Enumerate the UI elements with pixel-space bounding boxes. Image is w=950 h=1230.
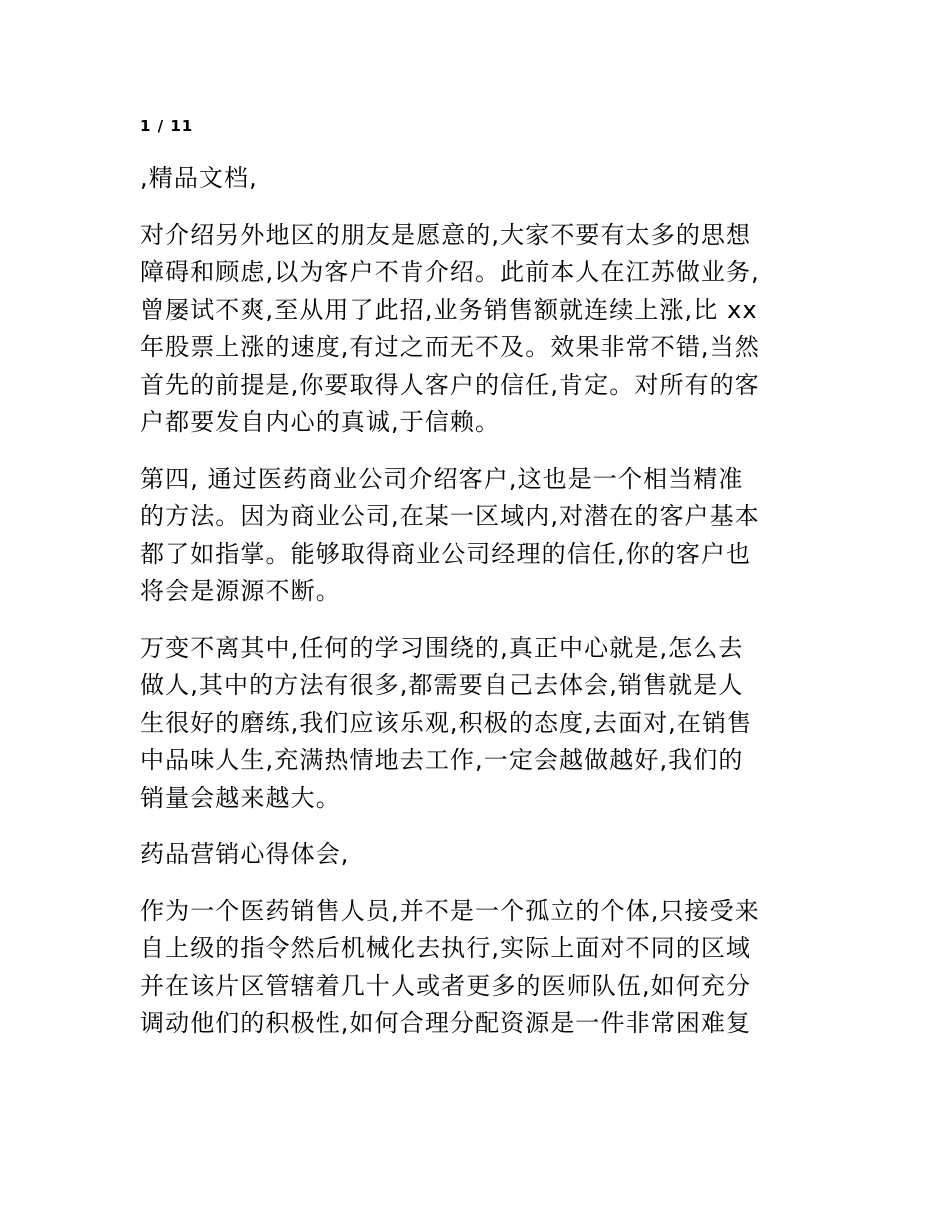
paragraph-heading [140,836,812,874]
text-line: 销量会越来越大。 [140,783,341,812]
text-line: 年股票上涨的速度,有过之而无不及。效果非常不错,当然 [140,333,760,361]
text-line: 并在该片区管辖着几十人或者更多的医师队伍,如何充分 [140,971,752,1000]
text-line: 作为一个医药销售人员,并不是一个孤立的个体,只接受来 [140,896,760,925]
page-number: 1 / 11 [140,117,194,135]
text-line: 的方法。因为商业公司,在某一区域内,对潜在的客户基本 [140,502,760,530]
text-line: 首先的前提是,你要取得人客户的信任,肯定。对所有的客 [140,370,760,399]
paragraph [140,893,812,1043]
text-line: 调动他们的积极性,如何合理分配资源是一件非常困难复 [140,1009,752,1037]
text-line: 药品营销心得体会, [140,840,350,868]
text-line: 万变不离其中,任何的学习围绕的,真正中心就是,怎么去 [140,633,744,662]
paragraph [140,217,812,442]
text-line: 自上级的指令然后机械化去执行,实际上面对不同的区域 [140,934,752,962]
text-line: ,精品文档, [140,164,258,192]
text-line: 生很好的磨练,我们应该乐观,积极的态度,去面对,在销售 [140,708,753,737]
paragraph [140,461,812,611]
text-line: 中品味人生,充满热情地去工作,一定会越做越好,我们的 [140,746,744,774]
text-line: 第四, 通过医药商业公司介绍客户,这也是一个相当精准 [140,464,744,493]
paragraph-header [140,160,812,198]
text-line: 都了如指掌。能够取得商业公司经理的信任,你的客户也 [140,539,752,568]
text-line: 将会是源源不断。 [140,577,341,605]
text-line: 障碍和顾虑,以为客户不肯介绍。此前本人在江苏做业务, [140,258,760,286]
text-line: 对介绍另外地区的朋友是愿意的,大家不要有太多的思想 [140,220,752,249]
text-line: 曾屡试不爽,至从用了此招,业务销售额就连续上涨,比 xx [140,295,758,324]
paragraph [140,630,812,818]
text-line: 做人,其中的方法有很多,都需要自己去体会,销售就是人 [140,671,744,699]
document-body [140,160,812,1062]
text-line: 户都要发自内心的真诚,于信赖。 [140,408,501,436]
